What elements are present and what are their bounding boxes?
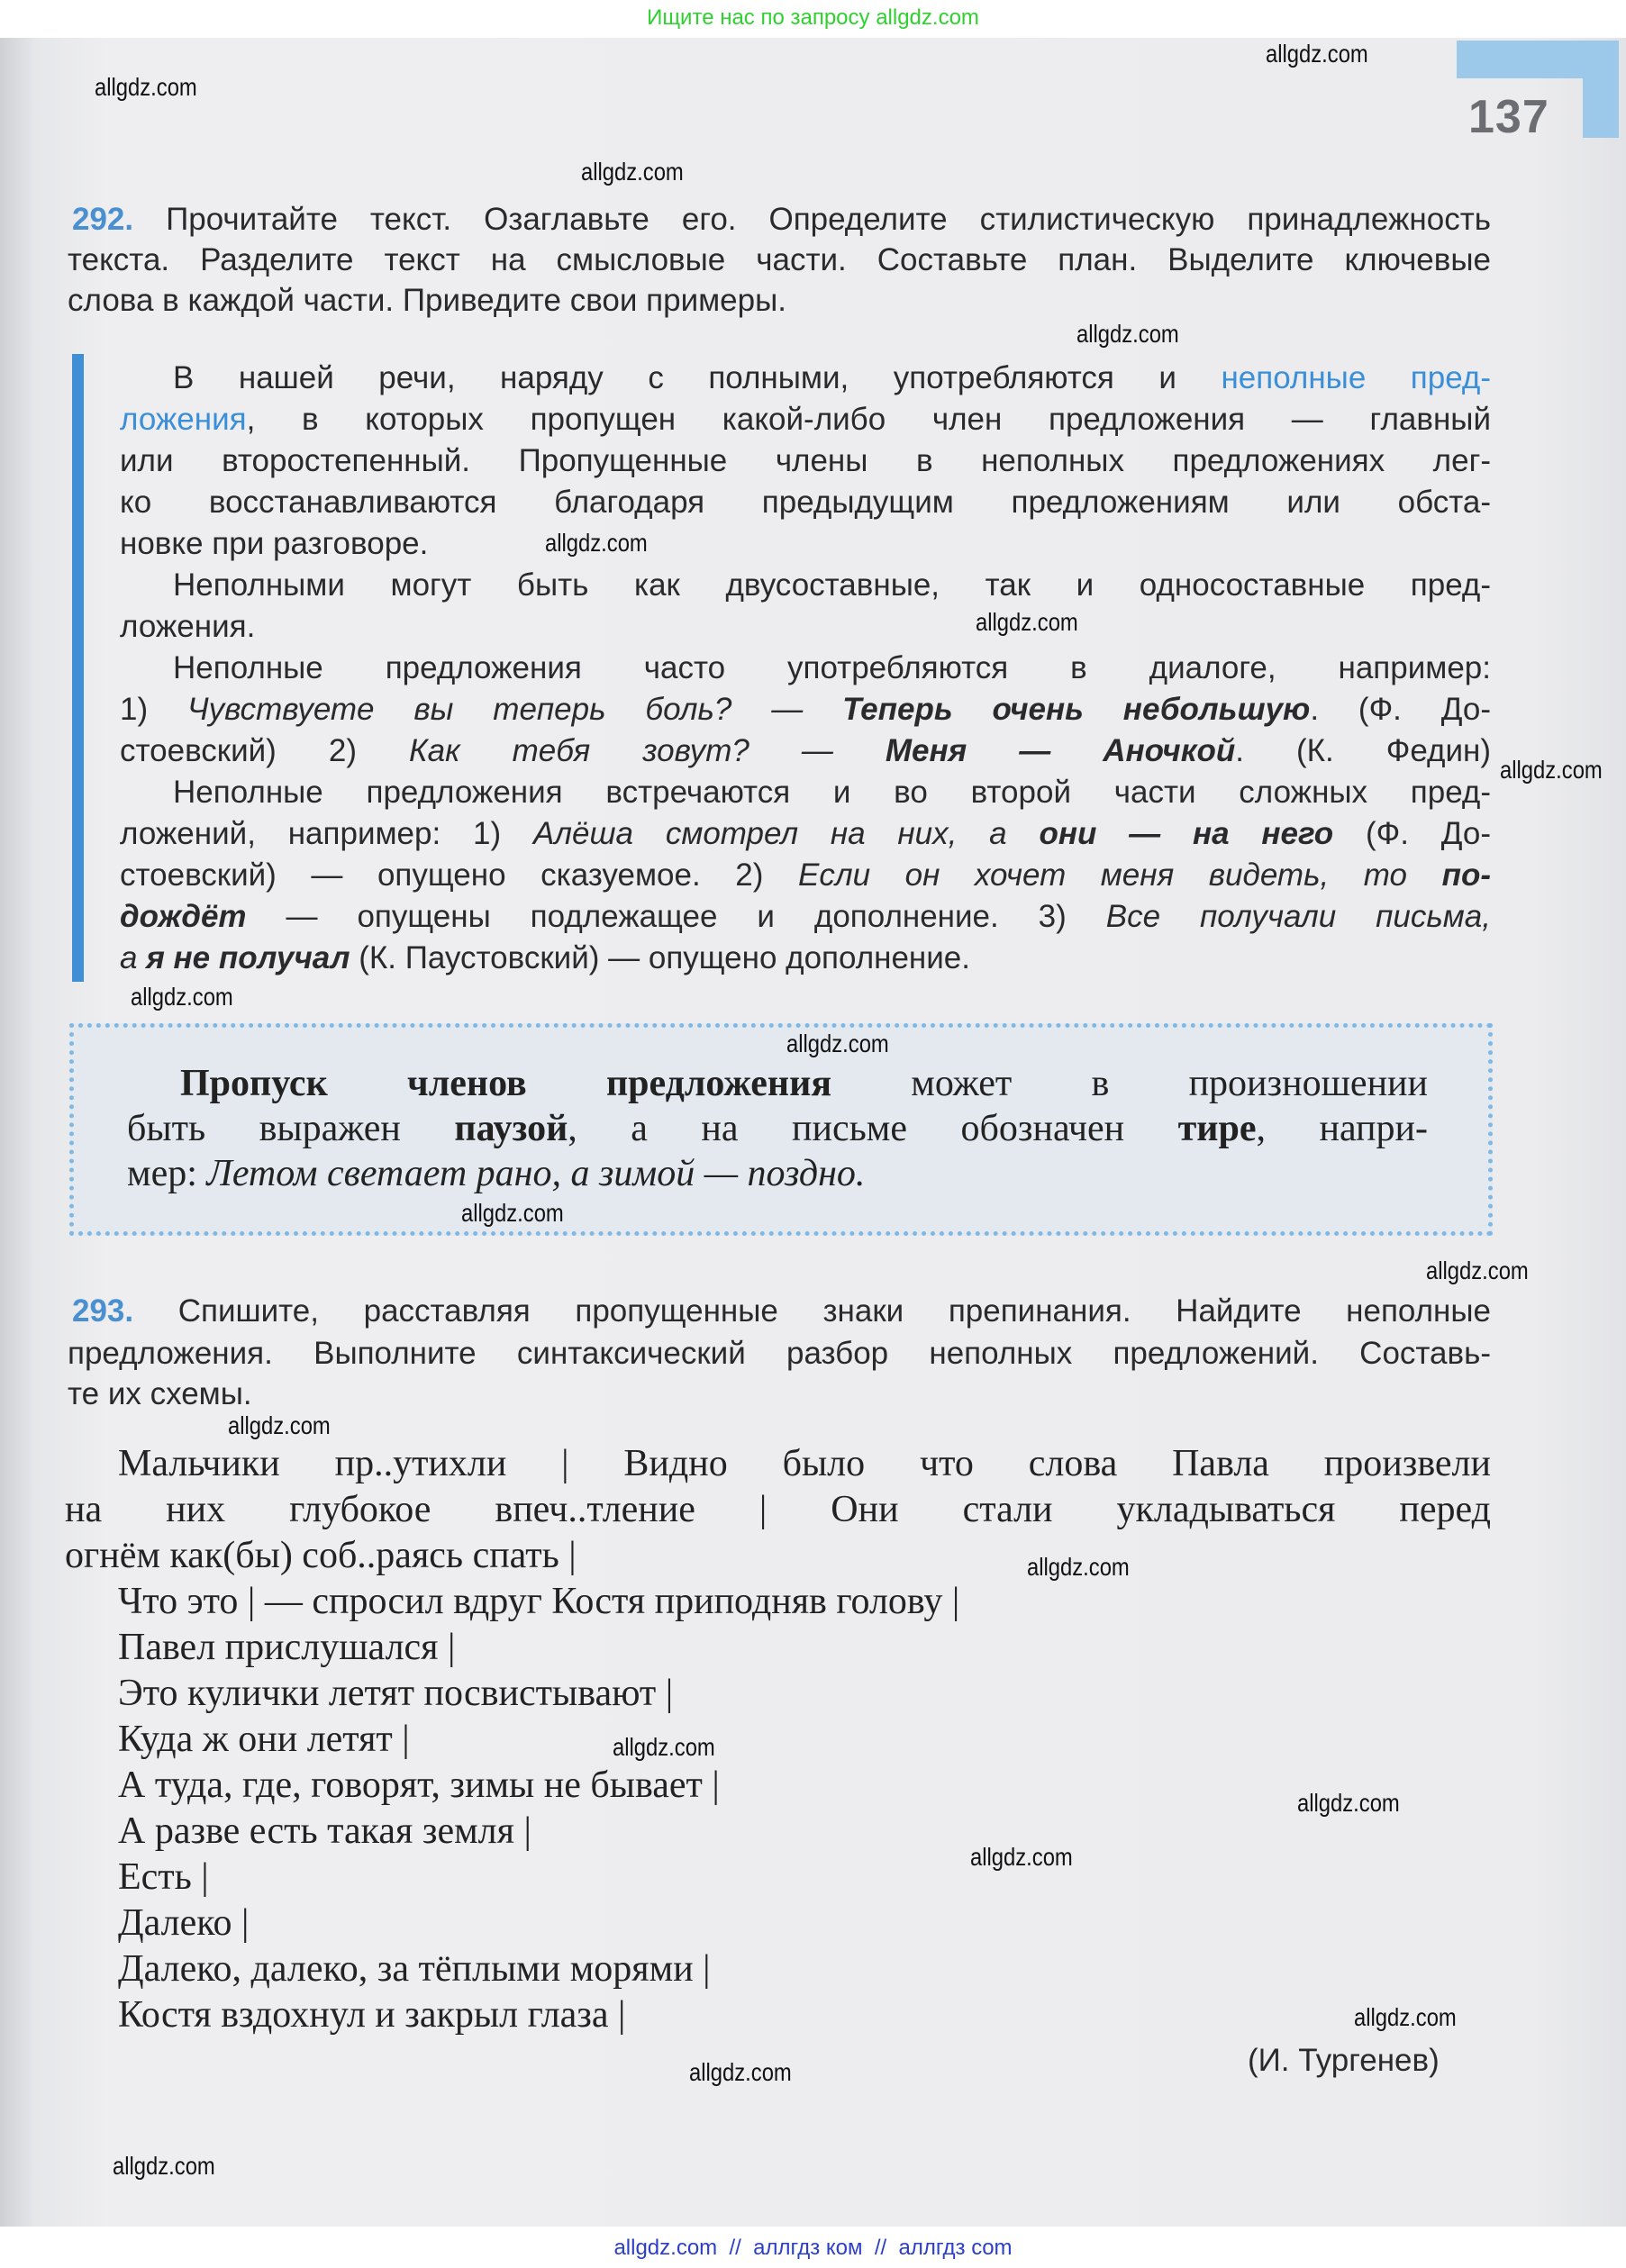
text-segment: Меня — Аночкой: [885, 733, 1236, 768]
theory-text-line: [120, 816, 1491, 852]
exercise-number: 292.: [72, 202, 167, 237]
text-segment: Летом светает рано, а зимой — поздно.: [206, 1153, 866, 1194]
text-segment: тире: [1177, 1108, 1257, 1149]
text-segment: Как тебя зовут? —: [409, 733, 886, 768]
exercise-text-line: Куда ж они летят |: [118, 1719, 410, 1760]
footer-links: allgdz.com // аллгдз ком // аллгдз com: [0, 2228, 1626, 2268]
text-segment: , а на письме обозначен: [568, 1108, 1178, 1149]
text-segment: по-: [1441, 857, 1492, 893]
text-segment: мер:: [127, 1153, 207, 1194]
exercise-text-line: огнём как(бы) соб..раясь спать |: [65, 1535, 577, 1576]
text-segment: Алёша смотрел на них, а: [532, 816, 1040, 851]
text-segment: текста. Разделите текст на смысловые части. Составьте план. Выделите ключевые: [68, 242, 1491, 277]
text-segment: (Ф. До-: [1333, 816, 1491, 851]
top-banner: Ищите нас по запросу allgdz.com: [0, 0, 1626, 36]
text-segment: или второстепенный. Пропущенные члены в неполных предложениях лег-: [120, 443, 1491, 478]
page-number: 137: [1468, 91, 1549, 143]
exercise-number: 293.: [72, 1293, 178, 1329]
text-segment: , напри-: [1256, 1108, 1428, 1149]
text-segment: Неполные предложения часто употребляются в диалоге, например:: [173, 650, 1491, 685]
text-segment: может в произношении: [831, 1063, 1428, 1104]
watermark-text: allgdz.com: [95, 73, 197, 101]
theory-text-line: [120, 485, 1491, 521]
theory-text-line: [120, 526, 428, 562]
exercise-text-line: Далеко |: [118, 1902, 250, 1944]
watermark-text: allgdz.com: [545, 529, 648, 557]
exercise-292-instruction: [72, 202, 1491, 238]
text-segment: . (Ф. До-: [1310, 692, 1491, 727]
exercise-text-line: Далеко, далеко, за тёплыми морями |: [118, 1948, 711, 1990]
text-segment: 1): [120, 692, 187, 727]
text-segment: стоевский) — опущено сказуемое. 2): [120, 857, 798, 893]
theory-text-line: [173, 775, 1491, 811]
text-segment: Все получали письма,: [1105, 899, 1491, 934]
exercise-292-instruction: [68, 283, 786, 319]
text-segment: Неполными могут быть как двусоставные, так и односоставные пред-: [173, 567, 1491, 603]
theory-text-line: [120, 609, 255, 645]
text-segment: те их схемы.: [68, 1376, 252, 1411]
theory-text-line: [120, 857, 1491, 894]
watermark-text: allgdz.com: [613, 1733, 715, 1761]
watermark-text: allgdz.com: [689, 2058, 792, 2086]
watermark-text: allgdz.com: [1076, 320, 1179, 348]
theory-side-bar: [72, 354, 84, 982]
text-segment: ложения: [120, 402, 247, 437]
text-segment: я не получал: [146, 940, 350, 975]
exercise-293-instruction: [68, 1376, 252, 1412]
text-segment: Теперь очень небольшую: [842, 692, 1311, 727]
watermark-text: allgdz.com: [970, 1843, 1073, 1871]
exercise-293-instruction: [68, 1336, 1491, 1372]
theory-text-line: [120, 443, 1491, 479]
exercise-text-line: Костя вздохнул и закрыл глаза |: [118, 1994, 626, 2036]
watermark-text: allgdz.com: [581, 158, 684, 186]
text-segment: Неполные предложения встречаются и во второй части сложных пред-: [173, 775, 1491, 810]
watermark-text: allgdz.com: [786, 1030, 889, 1057]
text-segment: слова в каждой части. Приведите свои примеры.: [68, 283, 786, 318]
watermark-text: allgdz.com: [228, 1411, 331, 1439]
text-segment: быть выражен: [127, 1108, 455, 1149]
exercise-text-line: А разве есть такая земля |: [118, 1810, 531, 1852]
theory-text-line: [173, 650, 1491, 686]
exercise-text-line: на них глубокое впеч..тление | Они стали укладываться перед: [65, 1489, 1491, 1530]
exercise-text-line: Павел прислушался |: [118, 1627, 456, 1668]
watermark-text: allgdz.com: [461, 1199, 564, 1227]
watermark-text: allgdz.com: [1027, 1553, 1130, 1581]
theory-text-line: [120, 940, 970, 976]
page-tab-decoration: [1583, 77, 1619, 138]
author-attribution: (И. Тургенев): [1248, 2043, 1440, 2078]
text-segment: Если он хочет меня видеть, то: [797, 857, 1442, 893]
text-segment: Спишите, расставляя пропущенные знаки препинания. Найдите неполные: [177, 1293, 1491, 1329]
text-segment: Прочитайте текст. Озаглавьте его. Определите стилистическую принадлежность: [166, 202, 1491, 237]
text-segment: они — на него: [1039, 816, 1334, 851]
theory-text-line: [120, 402, 1491, 438]
theory-text-line: [120, 899, 1491, 935]
watermark-text: allgdz.com: [1354, 2003, 1457, 2031]
text-segment: ко восстанавливаются благодаря предыдущим предложениям или обста-: [120, 485, 1491, 520]
watermark-text: allgdz.com: [1297, 1789, 1400, 1817]
rule-text-line: [180, 1063, 1428, 1104]
exercise-text-line: А туда, где, говорят, зимы не бывает |: [118, 1765, 720, 1806]
exercise-text-line: Что это | — спросил вдруг Костя приподняв голову |: [118, 1581, 960, 1622]
text-segment: (К. Паустовский) — опущено дополнение.: [350, 940, 970, 975]
watermark-text: allgdz.com: [1500, 756, 1603, 784]
text-segment: ложения.: [120, 609, 256, 644]
text-segment: ложений, например: 1): [120, 816, 533, 851]
exercise-text-line: Есть |: [118, 1856, 209, 1898]
text-segment: В нашей речи, наряду с полными, употребляются и: [173, 360, 1222, 395]
exercise-text-line: Мальчики пр..утихли | Видно было что слова Павла произвели: [118, 1443, 1491, 1484]
page-tab-decoration: [1457, 41, 1619, 78]
theory-text-line: [120, 692, 1491, 728]
text-segment: . (К. Федин): [1235, 733, 1491, 768]
theory-text-line: [120, 733, 1491, 769]
text-segment: Чувствуете вы теперь боль? —: [187, 692, 843, 727]
text-segment: паузой: [454, 1108, 568, 1149]
theory-text-line: [173, 360, 1491, 396]
text-segment: , в которых пропущен какой-либо член предложения — главный: [246, 402, 1491, 437]
rule-text-line: [127, 1153, 865, 1194]
watermark-text: allgdz.com: [1426, 1256, 1529, 1284]
exercise-text-line: Это кулички летят посвистывают |: [118, 1673, 674, 1714]
text-segment: а: [120, 940, 147, 975]
exercise-293-instruction: [72, 1293, 1491, 1329]
watermark-text: allgdz.com: [1266, 40, 1368, 68]
watermark-text: allgdz.com: [113, 2152, 215, 2180]
watermark-text: allgdz.com: [131, 983, 233, 1011]
text-segment: неполные пред-: [1221, 360, 1491, 395]
watermark-text: allgdz.com: [976, 608, 1078, 636]
exercise-292-instruction: [68, 242, 1491, 278]
text-segment: Пропуск членов предложения: [180, 1063, 832, 1104]
text-segment: стоевский) 2): [120, 733, 409, 768]
theory-text-line: [173, 567, 1491, 603]
text-segment: — опущены подлежащее и дополнение. 3): [246, 899, 1106, 934]
rule-text-line: [127, 1108, 1428, 1149]
text-segment: новке при разговоре.: [120, 526, 429, 561]
text-segment: предложения. Выполните синтаксический разбор неполных предложений. Составь-: [68, 1336, 1491, 1371]
text-segment: дождёт: [120, 899, 247, 934]
